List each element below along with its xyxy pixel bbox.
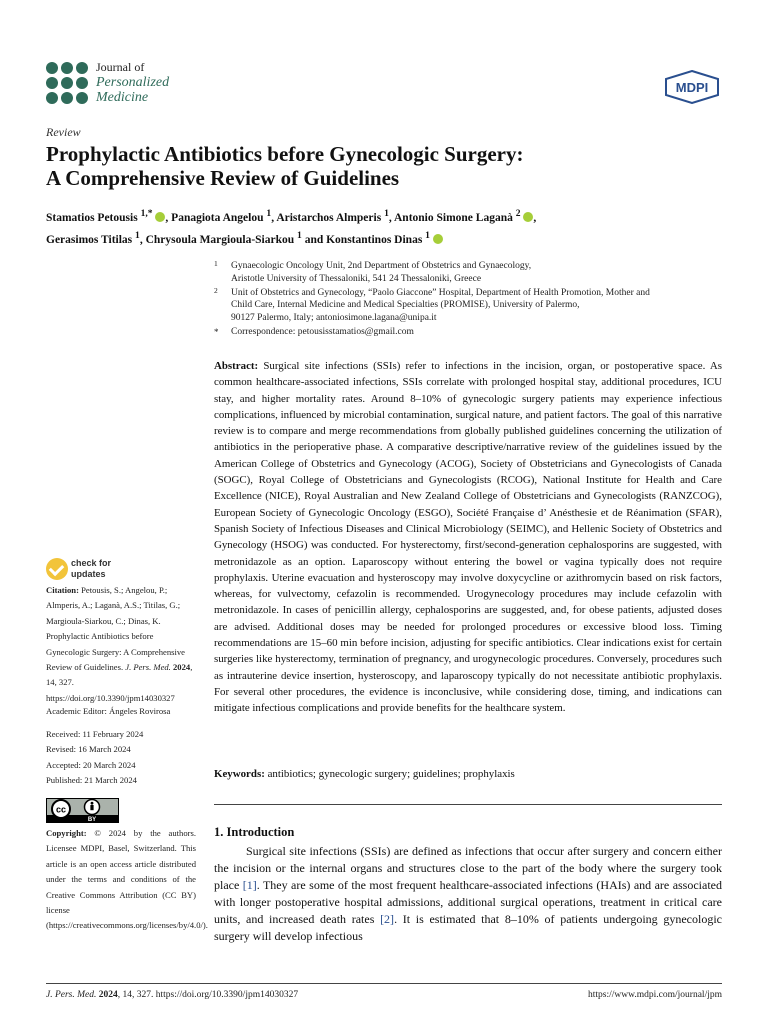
title-line2: A Comprehensive Review of Guidelines <box>46 166 400 190</box>
history-dates <box>46 727 198 789</box>
citation-label: Citation: <box>46 585 79 595</box>
publisher-name: MDPI <box>675 80 709 95</box>
author-name: Panagiota Angelou <box>171 211 264 224</box>
intro-text: . It is estimated that 8–10% of patients undergoing gynecologic surgery will develop infectious <box>214 912 722 943</box>
author-list: Stamatios Petousis $^{1,*}$ , Panagiota Angelou $^1$, Aristarchos Almperis $^1$, Antonio Simone Laganà $^2$ , Gerasimos Titilas $^1$, Chrysoula Margioula-Siarkou $^1$ and Konstantinos Dinas $^1$ <box>46 208 537 246</box>
section-divider <box>214 804 722 805</box>
received-date: Received: 11 February 2024 <box>46 729 144 739</box>
article-title <box>46 142 646 190</box>
check-for-updates-icon <box>46 558 68 580</box>
published-date: Published: 21 March 2024 <box>46 775 137 786</box>
author-affiliation-mark: 1 <box>135 229 140 241</box>
academic-editor: Academic Editor: Ángeles Rovirosa <box>46 706 171 716</box>
author-name: Aristarchos Almperis <box>276 211 382 224</box>
keywords-text: antibiotics; gynecologic surgery; guidelines; prophylaxis <box>267 768 515 780</box>
cc-license-label: BY <box>87 817 97 823</box>
accepted-date: Accepted: 20 March 2024 <box>46 759 136 770</box>
title-line1: Prophylactic Antibiotics before Gynecologic Surgery: <box>46 142 524 166</box>
author-name: Gerasimos Titilas <box>46 233 133 246</box>
correspondence-email[interactable]: Correspondence: petousisstamatios@gmail.com <box>231 326 414 337</box>
citation-link[interactable]: [1] <box>242 878 257 892</box>
revised-date: Revised: 16 March 2024 <box>46 744 131 755</box>
copyright-notice <box>46 826 208 934</box>
orcid-icon[interactable] <box>433 234 443 244</box>
author-name: Stamatios Petousis <box>46 211 138 224</box>
author-conjunction: and <box>304 233 324 246</box>
footer-journal: J. Pers. Med. <box>46 990 97 1000</box>
correspondence <box>214 326 724 339</box>
affiliation-item <box>214 260 724 285</box>
citation-year: 2024 <box>173 662 191 673</box>
author-affiliation-mark: 2 <box>515 208 521 219</box>
journal-name <box>96 60 169 105</box>
author-affiliation-mark: 1 <box>297 229 302 241</box>
journal-logo-icon <box>46 62 90 106</box>
author-affiliation-mark: 1 <box>384 208 389 219</box>
svg-text:cc: cc <box>55 804 67 815</box>
check-line2: updates <box>71 569 106 579</box>
citation-rest[interactable]: , 14, 327. https://doi.org/10.3390/jpm14030327 <box>46 662 193 703</box>
introduction-paragraph <box>214 843 722 945</box>
keywords-label: Keywords: <box>214 768 265 780</box>
check-line1: check for <box>71 558 112 568</box>
footer-divider <box>46 983 722 984</box>
affiliations <box>214 260 724 340</box>
check-for-updates-label <box>71 558 111 580</box>
affiliation-line: 90127 Palermo, Italy; antoniosimone.lagana@unipa.it <box>231 312 437 323</box>
footer-citation <box>46 990 298 1000</box>
footer-journal-url[interactable]: https://www.mdpi.com/journal/jpm <box>588 990 722 1000</box>
citation-link[interactable]: [2] <box>380 912 395 926</box>
author-name: Antonio Simone Laganà <box>394 211 513 224</box>
mdpi-logo-icon <box>664 70 720 104</box>
check-for-updates-button[interactable] <box>46 557 166 583</box>
citation-block <box>46 583 198 706</box>
article-type: Review <box>46 125 81 139</box>
affiliation-line: Aristotle University of Thessaloniki, 541 24 Thessaloniki, Greece <box>231 273 482 284</box>
affiliation-line: Unit of Obstetrics and Gynecology, “Paolo Giaccone” Hospital, Department of Health Promotion, Mother and <box>231 287 650 298</box>
copyright-text: © 2024 by the authors. Licensee MDPI, Basel, Switzerland. This article is an open access article distributed under the terms and conditions of the Creative Commons Attribution (CC BY) license (https://creativecommons.org/licenses/by/4.0/). <box>46 828 208 931</box>
orcid-icon[interactable] <box>155 212 165 222</box>
affiliation-mark: 2 <box>214 285 218 295</box>
author-affiliation-mark: 1 <box>266 208 272 219</box>
abstract-label: Abstract: <box>214 360 259 372</box>
affiliation-mark: 1 <box>214 259 218 268</box>
abstract-text: Surgical site infections (SSIs) refer to infections in the incision, organ, or postoperative space. As common healthcare-associated infections, SSIs correlate with prolonged hospital stay, additional procedures, ICU stay, and higher mortality rates. Around 8–10% of gynecologic surgery patients may experience infectious complications, influenced by microbial contamination, surgical nature, and patient factors. The goal of this narrative review is to compare and merge recommendations from globally published guidelines concerning the utilization of antibiotics in the perioperative phase. A comparative descriptive/narrative review of the guidelines issued by the American College of Obstetrics and Gynecology (ACOG), Society of Obstetricians and Gynecologists of Canada (SOGC), Royal College of Obstetricians and Gynecologists (RCOG), National Institute for Health and Care Excellence (NICE), Royal Australian and New Zealand College of Obstetricians and Gynecologists (RANZCOG), European Society of Gynecologic Oncology (ESGO), Société Française d’ Anésthesie et de Réanimation (SFAR), Spanish Society of Infectious Diseases and Clinical Microbiology (SEIMC), and Hellenic Society of Obstetrics and Gynecology (HSOG) was conducted. For hysterectomy, first/second-generation cephalosporins are suggested, with metronidazole as an option. Laparoscopy without entering the bowel or vagina typically does not require prophylaxis. Uterine evacuation and hysteroscopy may involve doxycycline or azithromycin based on risk factors, whereas, for vulvectomy, cefazolin is recommended. Urogynecology procedures may include cefazolin with metronidazole. In cases of penicillin allergy, cephalosporins are suggested, and, for obese patients, adjusted doses are advised. Additional doses may be needed for prolonged procedures or excessive blood loss. Timing recommendations are 15–60 min before incision, adjusting for specific antibiotics. Clear indications exist for certain surgeries like hysterectomy, termination of pregnancy, and urogynecologic procedures. Conversely, procedures such as intrauterine device insertion, hysteroscopy, and laparoscopy typically do not necessitate antibiotic prophylaxis. For several other procedures, the evidence is inconclusive, while considering dose, timing, and indications can mitigate infectious complications and provide benefits for the healthcare system. <box>214 360 722 715</box>
journal-name-line2: Personalized <box>96 75 170 90</box>
author-name: Konstantinos Dinas <box>326 233 423 246</box>
affiliation-item <box>214 287 724 325</box>
author-affiliation-mark: 1 <box>425 229 430 241</box>
affiliation-line: Gynaecologic Oncology Unit, 2nd Department of Obstetrics and Gynaecology, <box>231 261 532 271</box>
intro-text: . They are some of the most frequent healthcare-associated infections (HAIs) and are associated with longer postoperative hospital admissions, additional surgical operations, treatment in critical care units, and increased death rates <box>214 878 723 926</box>
footer-doi[interactable]: , 14, 327. https://doi.org/10.3390/jpm14030327 <box>117 990 299 1000</box>
citation-text: Petousis, S.; Angelou, P.; Almperis, A.; Laganà, A.S.; Titilas, G.; Margioula-Siarkou, C.; Dinas, K. Prophylactic Antibiotics before Gynecologic Surgery: A Comprehensive Review of Guidelines. <box>46 585 185 673</box>
journal-name-line1: Journal of <box>96 60 145 74</box>
copyright-label: Copyright: <box>46 828 87 838</box>
journal-name-line3: Medicine <box>96 90 149 105</box>
author-name: Chrysoula Margioula-Siarkou <box>145 233 295 246</box>
affiliation-line: Child Care, Internal Medicine and Medical Specialties (PROMISE), University of Palermo, <box>231 300 580 310</box>
footer-year: 2024 <box>98 990 118 1000</box>
keywords <box>214 766 722 782</box>
section-heading-introduction: 1. Introduction <box>214 825 295 839</box>
intro-text: Surgical site infections (SSIs) are defined as infections that occur after surgery and concern either the incision or the internal organs and structures close to the part of the body where the surgery took place <box>214 844 722 892</box>
author-affiliation-mark: 1,* <box>140 208 153 219</box>
abstract <box>214 358 722 717</box>
correspondence-mark: * <box>214 326 219 337</box>
cc-by-license-icon[interactable] <box>46 798 119 823</box>
citation-journal: J. Pers. Med. <box>125 662 171 673</box>
orcid-icon[interactable] <box>523 212 533 222</box>
